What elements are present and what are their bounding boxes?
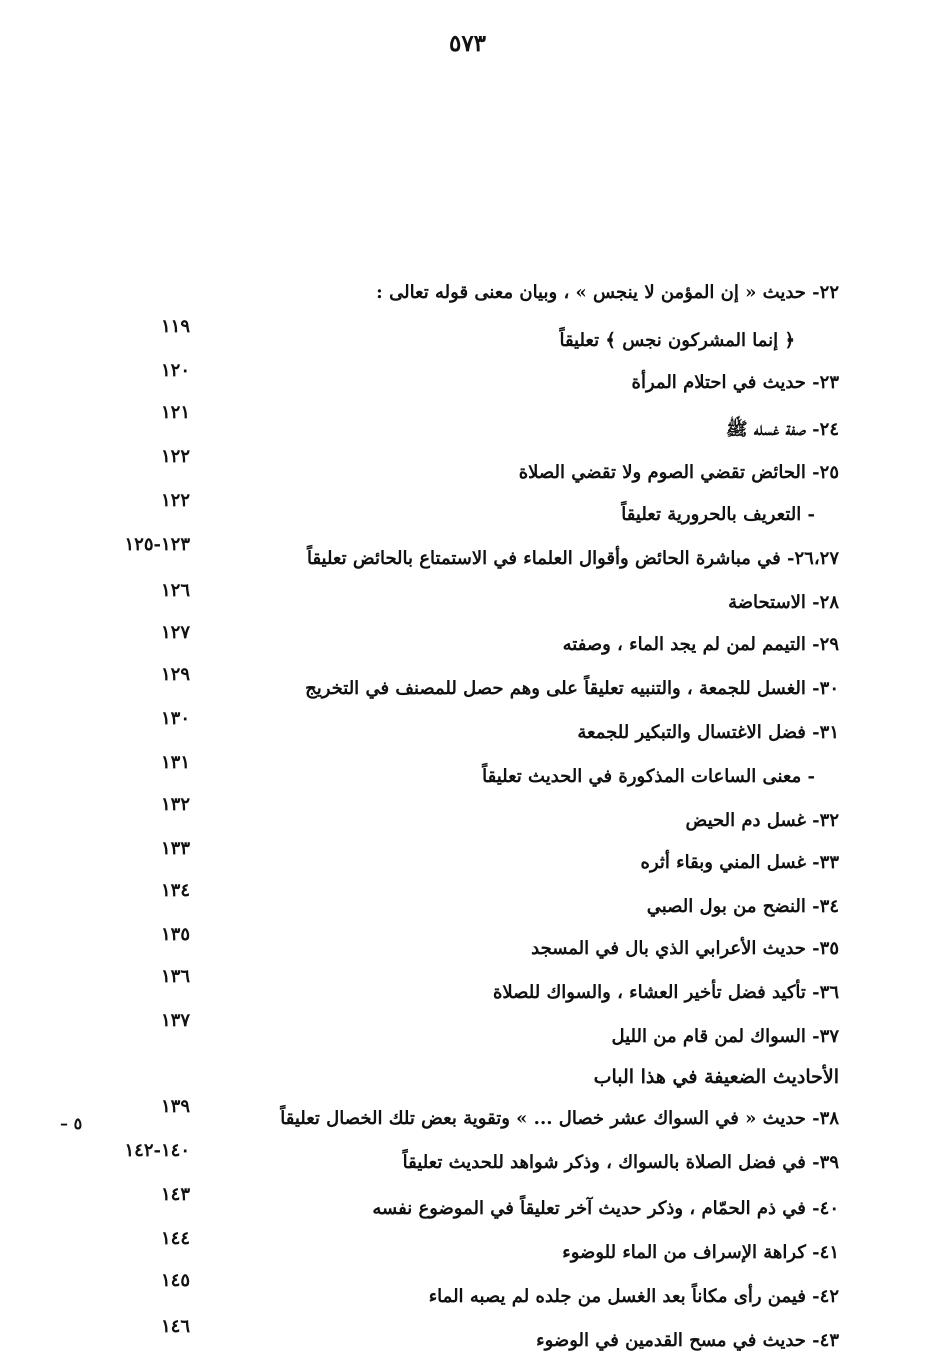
toc-entry-page: ١٣٧ [160, 1010, 190, 1031]
toc-entry-title: ٣٧- السواك لمن قام من الليل [611, 1026, 839, 1047]
toc-entry-page: ١٤٥ [160, 1270, 190, 1291]
toc-entry-page: ١١٩ [160, 316, 190, 337]
toc-entry-title: ٢٦،٢٧- في مباشرة الحائض وأقوال العلماء في الاستمتاع بالحائض تعليقاً [306, 548, 839, 569]
margin-mark: – ٥ [60, 1114, 83, 1133]
section-heading-text: الأحاديث الضعيفة في هذا الباب [593, 1066, 839, 1088]
toc-entry-title: ٢٩- التيمم لمن لم يجد الماء ، وصفته [562, 634, 839, 655]
toc-entry-page: ١٢٠ [160, 360, 190, 381]
toc-entry-page: ١٢٧ [160, 622, 190, 643]
toc-entry-page: ١٢٢ [160, 446, 190, 467]
toc-entry-title: ٢٨- الاستحاضة [728, 592, 839, 613]
toc-entry-page: ١٣١ [160, 752, 190, 773]
toc-entry-page: ١٤٤ [160, 1228, 190, 1249]
toc-entry-title: ٤١- كراهة الإسراف من الماء للوضوء [562, 1242, 839, 1263]
toc-entry-title: ٢٤- صفة غسله ﷺ [725, 419, 839, 440]
toc-entry-title: ٢٥- الحائض تقضي الصوم ولا تقضي الصلاة [518, 462, 839, 483]
toc-entry-title: ٤٠- في ذم الحمّام ، وذكر حديث آخر تعليقاً في الموضوع نفسه [372, 1198, 839, 1219]
toc-entry-title: ٣٨- حديث « في السواك عشر خصال ... » وتقوية بعض تلك الخصال تعليقاً [280, 1108, 839, 1129]
toc-entry-title: ٣٩- في فضل الصلاة بالسواك ، وذكر شواهد للحديث تعليقاً [402, 1152, 839, 1173]
toc-entry-page: ١٤٠-١٤٢ [124, 1140, 190, 1161]
toc-entry-title: ٤٣- حديث في مسح القدمين في الوضوء [536, 1330, 839, 1351]
toc-entry-page: ١٢٣-١٢٥ [124, 534, 190, 555]
toc-entry-title: ٣٤- النضح من بول الصبي [646, 896, 839, 917]
toc-entry-page: ١٢٩ [160, 664, 190, 685]
toc-entry-title: ﴿ إنما المشركون نجس ﴾ تعليقاً [559, 330, 795, 351]
toc-entry-page: ١٣٥ [160, 924, 190, 945]
toc-entry-page: ١٤٦ [160, 1316, 190, 1337]
toc-entry-title: ٣٦- تأكيد فضل تأخير العشاء ، والسواك للصلاة [492, 982, 839, 1003]
toc-entry-title: ٢٣- حديث في احتلام المرأة [631, 372, 839, 393]
toc-entry-title: - معنى الساعات المذكورة في الحديث تعليقاً [482, 766, 815, 787]
toc-entry-title: ٣٥- حديث الأعرابي الذي بال في المسجد [531, 938, 839, 959]
toc-entry-title: ٣٣- غسل المني وبقاء أثره [640, 852, 839, 873]
toc-entry-page: ١٢٦ [160, 580, 190, 601]
toc-entry-page: ١٢١ [160, 402, 190, 423]
toc-entry-page: ١٣٢ [160, 794, 190, 815]
toc-entry-title: ٢٢- حديث « إن المؤمن لا ينجس » ، وبيان معنى قوله تعالى : [376, 282, 839, 303]
toc-entry-title: ٤٢- فيمن رأى مكاناً بعد الغسل من جلده لم يصبه الماء [428, 1286, 839, 1307]
toc-entry-page: ١٣٩ [160, 1096, 190, 1117]
page-number: ٥٧٣ [448, 30, 487, 57]
toc-entry-page: ١٢٢ [160, 490, 190, 511]
toc-entry-title: ٣٢- غسل دم الحيض [685, 810, 839, 831]
toc-entry-title: ٣٠- الغسل للجمعة ، والتنبيه تعليقاً على وهم حصل للمصنف في التخريج [305, 678, 839, 699]
toc-entry-page: ١٤٣ [160, 1184, 190, 1205]
toc-entry-page: ١٣٦ [160, 966, 190, 987]
toc-entry-page: ١٣٠ [160, 708, 190, 729]
toc-entry-title: - التعريف بالحرورية تعليقاً [621, 504, 815, 525]
toc-entry-page: ١٣٣ [160, 838, 190, 859]
toc-entry-title: ٣١- فضل الاغتسال والتبكير للجمعة [577, 722, 839, 743]
toc-entry-page: ١٣٤ [160, 880, 190, 901]
